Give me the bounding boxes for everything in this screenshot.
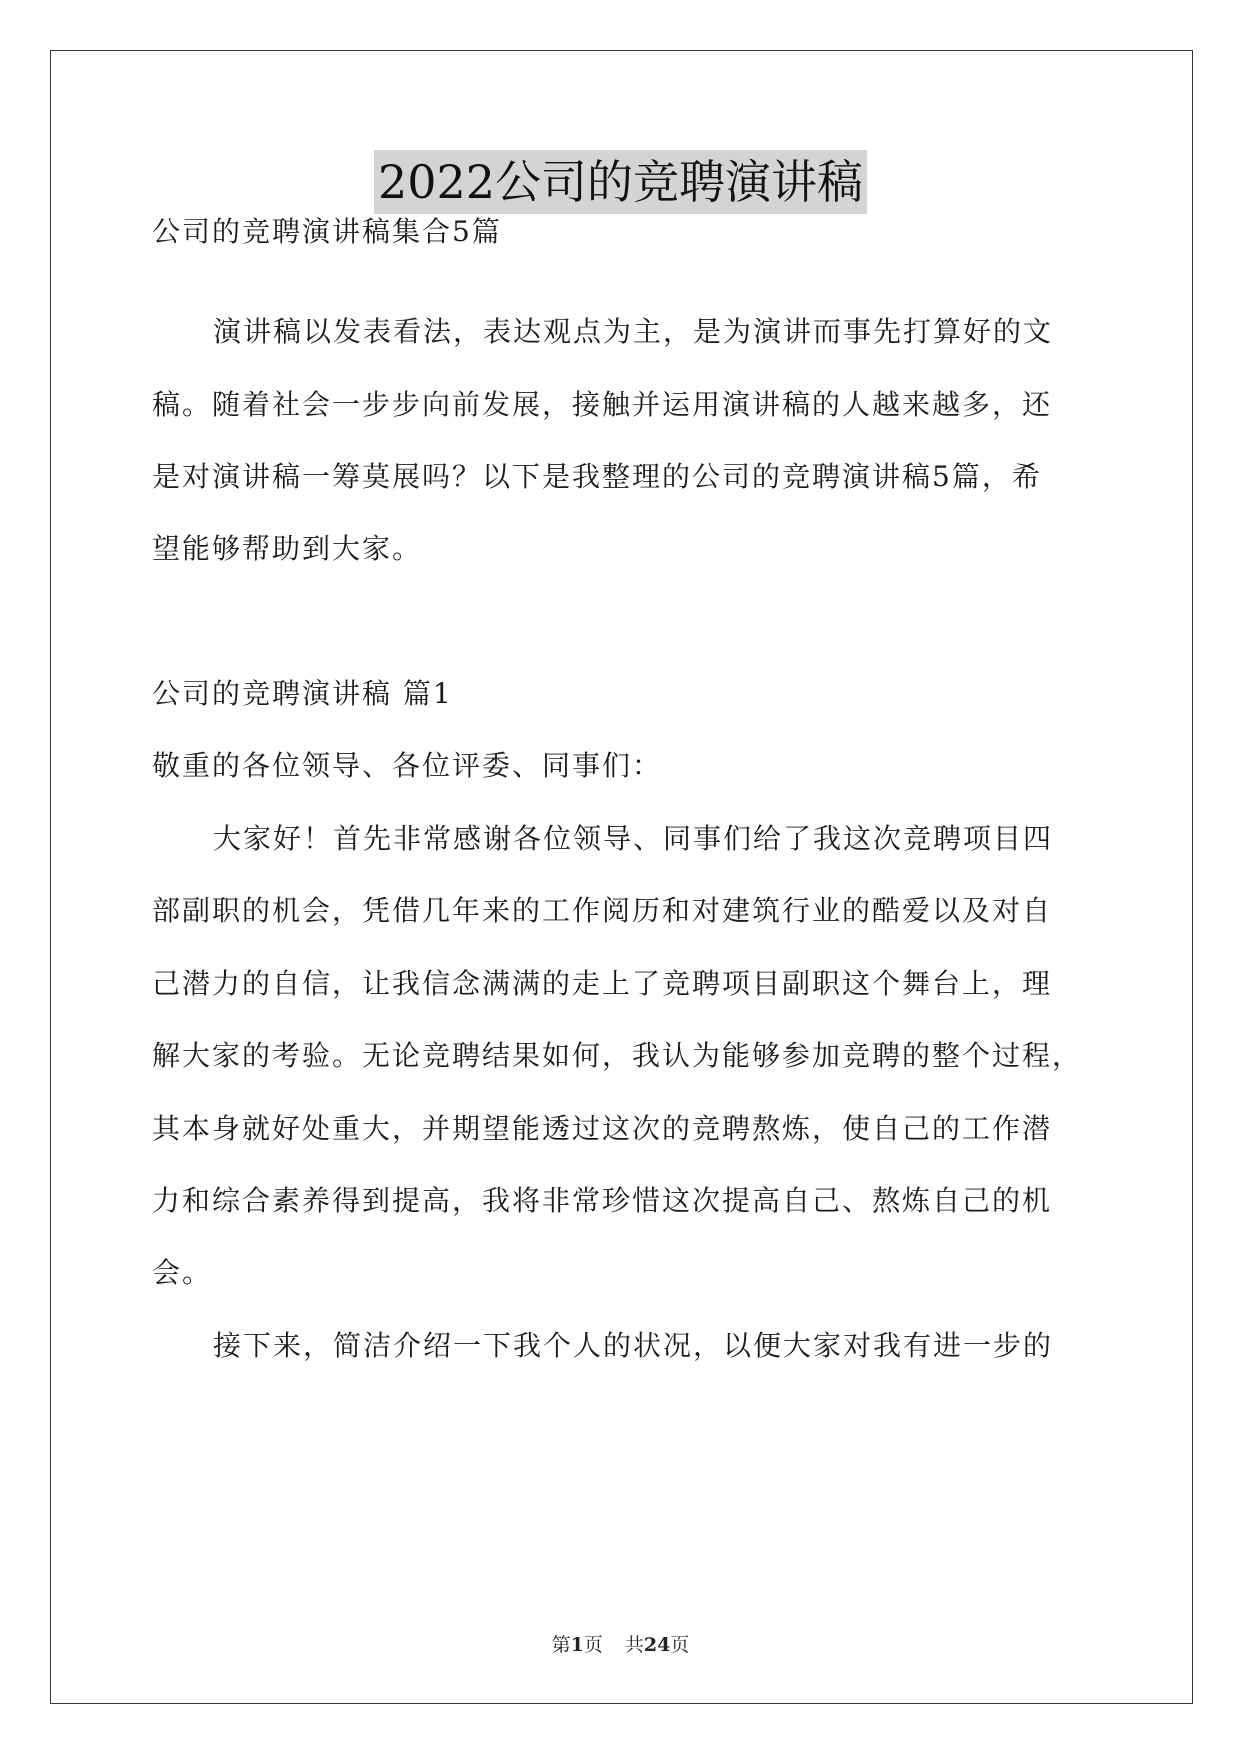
page-footer — [0, 1633, 1241, 1657]
body-line: 部副职的机会，凭借几年来的工作阅历和对建筑行业的酷爱以及对自 — [152, 894, 1053, 927]
body-line: 接下来，简洁介绍一下我个人的状况，以便大家对我有进一步的 — [213, 1329, 1054, 1362]
title-container — [0, 150, 1241, 214]
page-prefix: 第 — [551, 1634, 571, 1656]
body-line: 会。 — [152, 1256, 213, 1289]
body-line: 解大家的考验。无论竞聘结果如何，我认为能够参加竞聘的整个过程， — [152, 1039, 1083, 1072]
page-border — [50, 50, 1193, 1704]
document-subtitle: 公司的竞聘演讲稿集合5篇 — [152, 215, 502, 248]
body-line: 己潜力的自信，让我信念满满的走上了竞聘项目副职这个舞台上，理 — [152, 967, 1053, 1000]
intro-line: 望能够帮助到大家。 — [152, 532, 423, 565]
body-line: 力和综合素养得到提高，我将非常珍惜这次提高自己、熬炼自己的机 — [152, 1184, 1053, 1217]
page-suffix: 页 — [583, 1634, 603, 1656]
total-suffix: 页 — [670, 1634, 690, 1656]
document-title: 2022公司的竞聘演讲稿 — [374, 150, 867, 214]
total-pages: 24 — [643, 1634, 671, 1656]
intro-line: 演讲稿以发表看法，表达观点为主，是为演讲而事先打算好的文 — [213, 315, 1054, 348]
body-line: 其本身就好处重大，并期望能透过这次的竞聘熬炼，使自己的工作潜 — [152, 1112, 1053, 1145]
body-line: 大家好！首先非常感谢各位领导、同事们给了我这次竞聘项目四 — [213, 822, 1054, 855]
section-heading: 公司的竞聘演讲稿 篇1 — [152, 677, 453, 710]
page-number: 1 — [570, 1634, 584, 1656]
total-prefix: 共 — [624, 1634, 644, 1656]
salutation: 敬重的各位领导、各位评委、同事们： — [152, 749, 663, 782]
intro-line: 稿。随着社会一步步向前发展，接触并运用演讲稿的人越来越多，还 — [152, 388, 1053, 421]
intro-line: 是对演讲稿一筹莫展吗？以下是我整理的公司的竞聘演讲稿5篇，希 — [152, 460, 1042, 493]
